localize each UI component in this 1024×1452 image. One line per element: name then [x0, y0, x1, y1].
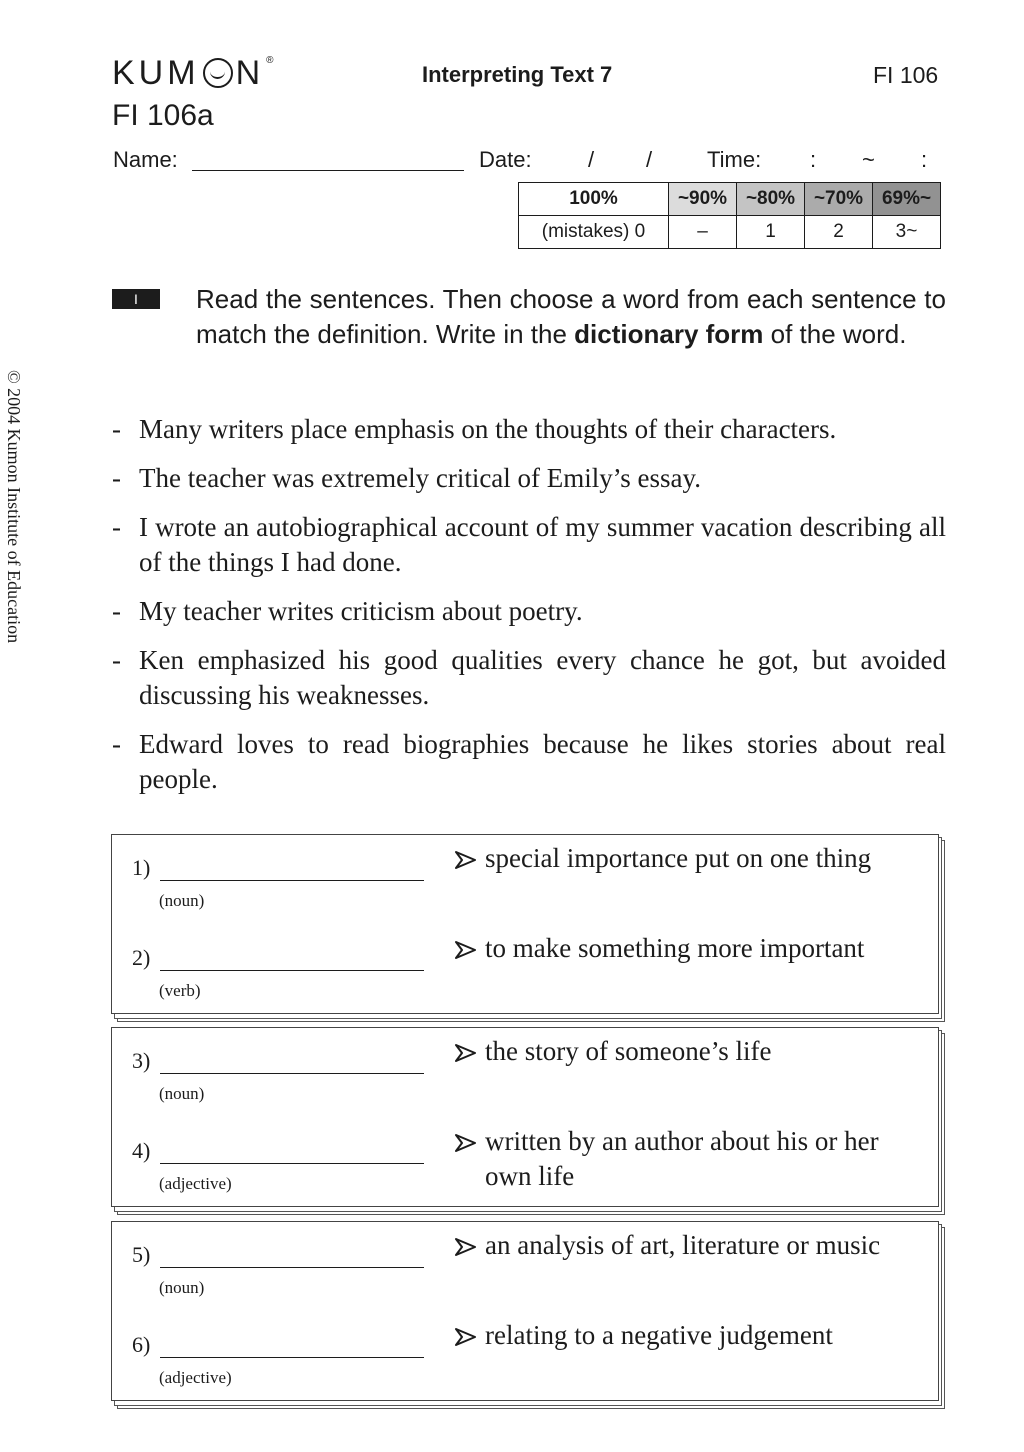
score-cell: 100%	[519, 183, 669, 216]
sentence-text: Ken emphasized his good qualities every chance he got, but avoided discussing his weaknesses.	[139, 645, 946, 710]
mistakes-cell: –	[669, 216, 737, 249]
worksheet-code: FI 106a	[112, 99, 214, 132]
time-colon: :	[810, 147, 817, 172]
part-of-speech: (noun)	[159, 1278, 205, 1297]
kumon-logo	[112, 52, 274, 94]
bullet-dash: -	[112, 414, 121, 444]
part-of-speech: (verb)	[159, 981, 201, 1000]
sentence-text: My teacher writes criticism about poetry.	[139, 596, 583, 626]
list-item	[112, 594, 946, 629]
sentence-text: Edward loves to read biographies because he likes stories about real people.	[139, 729, 946, 794]
question-number: 1)	[132, 855, 151, 880]
name-label: Name:	[113, 147, 178, 172]
mistakes-cell: 3~	[873, 216, 941, 249]
question-number: 3)	[132, 1048, 151, 1073]
question-box	[111, 834, 939, 1020]
answer-field[interactable]	[160, 1267, 424, 1268]
definition-text: to make something more important	[485, 933, 865, 963]
time-label: Time:	[707, 147, 762, 172]
date-separator: /	[646, 147, 653, 172]
arrow-right-icon	[454, 1326, 476, 1348]
date-label: Date:	[479, 147, 532, 172]
sentence-text: The teacher was extremely critical of Emily’s essay.	[139, 463, 702, 493]
section-badge: I	[112, 289, 160, 309]
bullet-dash: -	[112, 512, 121, 542]
sentence-list	[112, 412, 946, 811]
answer-field[interactable]	[160, 970, 424, 971]
answer-field[interactable]	[160, 1073, 424, 1074]
definition-text: an analysis of art, literature or music	[485, 1230, 881, 1260]
arrow-right-icon	[454, 1132, 476, 1154]
answer-field[interactable]	[160, 1163, 424, 1164]
bullet-dash: -	[112, 463, 121, 493]
definition-text: relating to a negative judgement	[485, 1320, 833, 1350]
arrow-right-icon	[454, 1236, 476, 1258]
name-field[interactable]	[192, 170, 464, 171]
list-item	[112, 727, 946, 797]
list-item	[112, 412, 946, 447]
list-item	[112, 643, 946, 713]
list-item	[112, 461, 946, 496]
answer-field[interactable]	[160, 880, 424, 881]
score-table	[518, 182, 941, 249]
logo-text-left: KUM	[112, 54, 200, 92]
list-item	[112, 510, 946, 580]
copyright-vertical	[4, 370, 50, 690]
question-box	[111, 1221, 939, 1407]
instruction-text: of the word.	[763, 319, 907, 349]
mistakes-cell: 1	[737, 216, 805, 249]
worksheet-title: Interpreting Text 7	[422, 62, 613, 87]
bullet-dash: -	[112, 596, 121, 626]
mistakes-cell: 2	[805, 216, 873, 249]
time-colon: :	[921, 147, 928, 172]
answer-field[interactable]	[160, 1357, 424, 1358]
registered-mark: ®	[266, 55, 274, 66]
bullet-dash: -	[112, 729, 121, 759]
instruction-text: Read the sentences. Then choose a word from each sentence to match the definition. Write in the	[196, 284, 946, 349]
sentence-text: I wrote an autobiographical account of my summer vacation describing all of the things I had done.	[139, 512, 946, 577]
smile-circle-icon	[203, 58, 233, 88]
question-number: 6)	[132, 1332, 151, 1357]
definition-text: special importance put on one thing	[485, 843, 872, 873]
score-cell: ~70%	[805, 183, 873, 216]
worksheet-code-right: FI 106	[873, 62, 939, 88]
arrow-right-icon	[454, 849, 476, 871]
part-of-speech: (adjective)	[159, 1368, 232, 1387]
instructions	[196, 282, 946, 352]
part-of-speech: (adjective)	[159, 1174, 232, 1193]
date-separator: /	[588, 147, 595, 172]
score-cell: ~90%	[669, 183, 737, 216]
arrow-right-icon	[454, 1042, 476, 1064]
mistakes-cell: (mistakes) 0	[519, 216, 669, 249]
score-percent-row	[519, 183, 941, 216]
score-cell: 69%~	[873, 183, 941, 216]
definition-text: the story of someone’s life	[485, 1036, 772, 1066]
copyright-text: © 2004 Kumon Institute of Education	[4, 370, 24, 644]
time-tilde: ~	[862, 147, 875, 172]
score-mistakes-row	[519, 216, 941, 249]
question-box	[111, 1027, 939, 1213]
sentence-text: Many writers place emphasis on the thoughts of their characters.	[139, 414, 837, 444]
question-number: 4)	[132, 1138, 151, 1163]
definition-text: written by an author about his or her own life	[485, 1126, 879, 1191]
bullet-dash: -	[112, 645, 121, 675]
arrow-right-icon	[454, 939, 476, 961]
score-cell: ~80%	[737, 183, 805, 216]
part-of-speech: (noun)	[159, 1084, 205, 1103]
question-number: 5)	[132, 1242, 151, 1267]
part-of-speech: (noun)	[159, 891, 205, 910]
instruction-bold: dictionary form	[574, 319, 764, 349]
logo-text-right: N	[235, 54, 265, 92]
question-number: 2)	[132, 945, 151, 970]
